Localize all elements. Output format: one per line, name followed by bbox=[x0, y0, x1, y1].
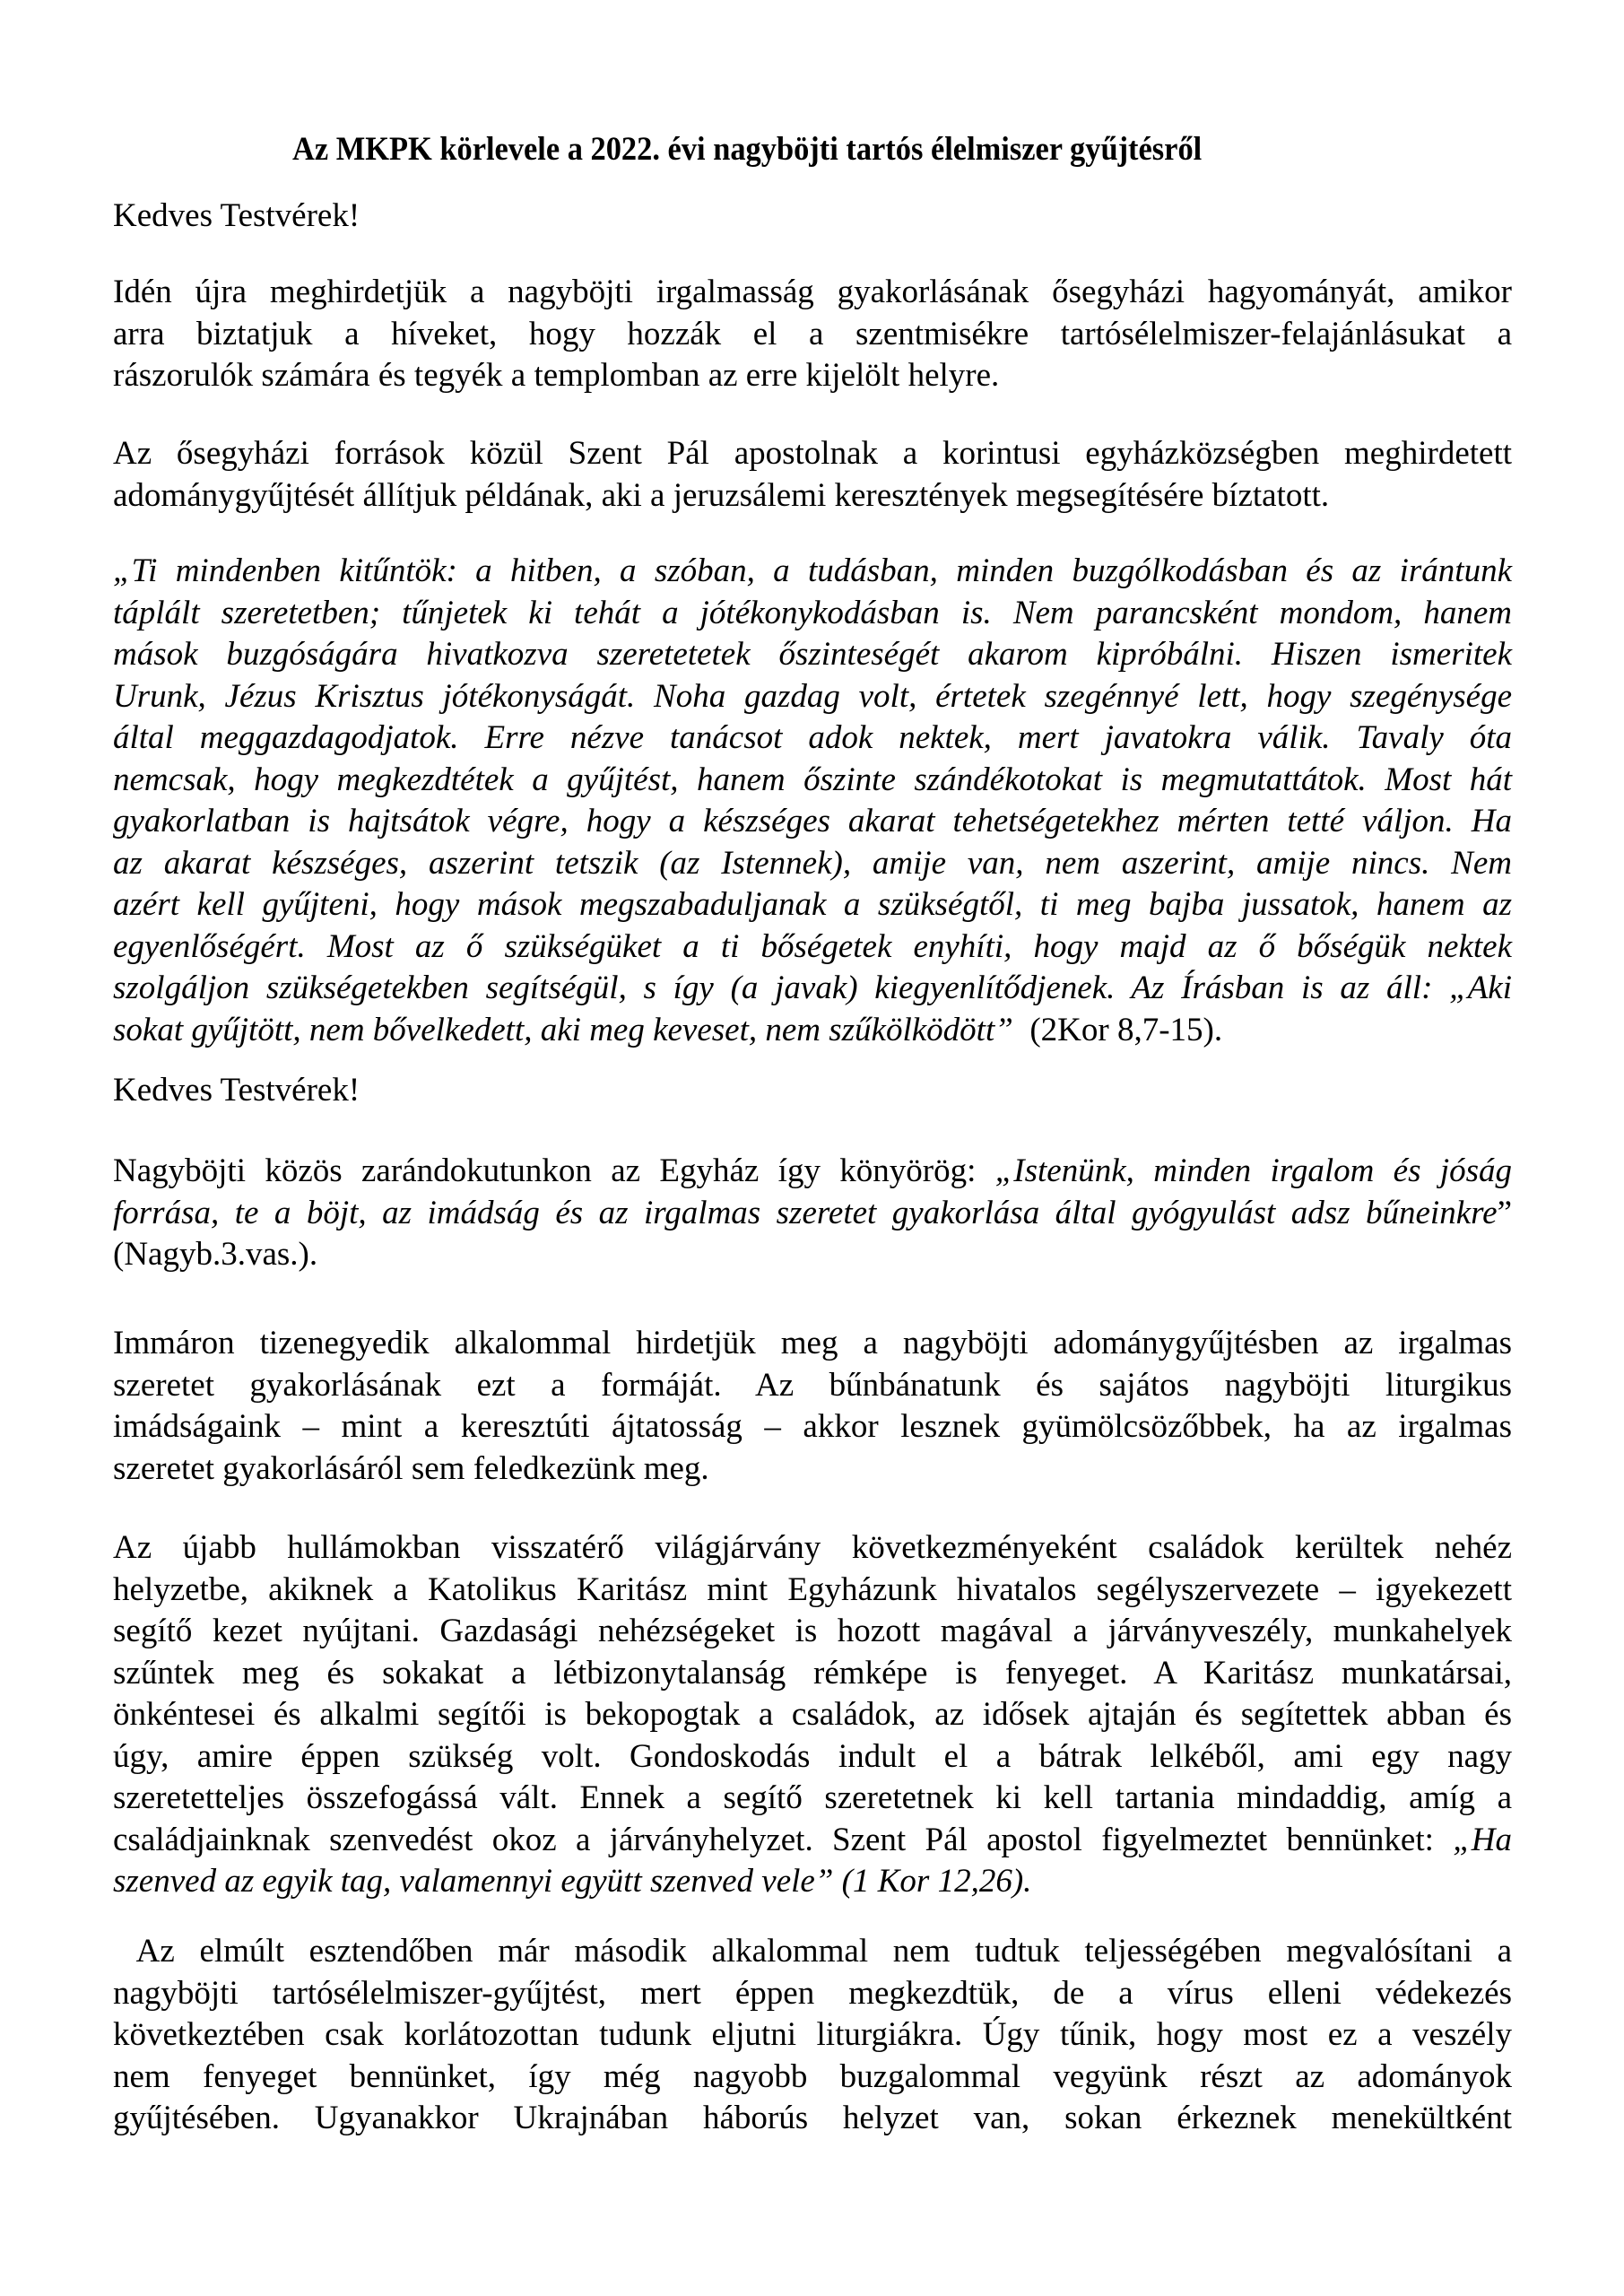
quote-line bbox=[113, 1010, 1512, 1052]
text-line: imádságaink – mint a keresztúti ájtatosság – akkor lesznek gyümölcsözőbbek, ha az irgalmas bbox=[113, 1408, 1512, 1445]
paragraph-prayer bbox=[113, 1151, 1512, 1276]
text-line: segítő kezet nyújtani. Gazdasági nehézségeket is hozott magával a járványveszély, munkahelyek bbox=[113, 1613, 1512, 1649]
document-title: Az MKPK körlevele a 2022. évi nagyböjti tartós élelmiszer gyűjtésről bbox=[292, 131, 1203, 168]
text-line: Idén újra meghirdetjük a nagyböjti irgalmasság gyakorlásának ősegyházi hagyományát, amikor bbox=[113, 274, 1512, 310]
greeting: Kedves Testvérek! bbox=[113, 197, 360, 234]
text-line: nem fenyeget bennünket, így még nagyobb buzgalommal vegyünk részt az adományok bbox=[113, 2057, 1512, 2095]
paragraph-intro bbox=[113, 272, 1512, 397]
text-line: szűntek meg és sokakat a létbizonytalanság rémképe is fenyeget. A Karitász munkatársai, bbox=[113, 1654, 1512, 1692]
quote-line: gyakorlatban is hajtsátok végre, hogy a készséges akarat tehetségetekhez mérten tetté váljon. Ha bbox=[113, 803, 1512, 839]
quote-line: nemcsak, hogy megkezdtétek a gyűjtést, hanem őszinte szándékotokat is megmutattátok. Most hát bbox=[113, 761, 1512, 798]
text-line: úgy, amire éppen szükség volt. Gondoskodás indult el a bátrak lelkéből, ami egy nagy bbox=[113, 1737, 1512, 1775]
quote-line: táplált szeretetben; tűnjetek ki tehát a jótékonykodásban is. Nem parancsként mondom, hanem bbox=[113, 594, 1512, 631]
text-line: nagyböjti tartósélelmiszer-gyűjtést, mert éppen megkezdtük, de a vírus elleni védekezés bbox=[113, 1974, 1512, 2012]
quote-line: szolgáljon szükségetekben segítségül, s így (a javak) kiegyenlítődjenek. Az Írásban is az áll: „Aki bbox=[113, 970, 1512, 1006]
text-line: szeretet gyakorlásának ezt a formáját. Az bűnbánatunk és sajátos nagyböjti liturgikus bbox=[113, 1366, 1512, 1404]
paragraph-pandemic bbox=[113, 1527, 1512, 1903]
prayer-reference: (Nagyb.3.vas.). bbox=[113, 1236, 318, 1273]
text-line bbox=[113, 1193, 1512, 1235]
greeting: Kedves Testvérek! bbox=[113, 1072, 360, 1109]
text-line bbox=[113, 1820, 1512, 1862]
quote-line: Urunk, Jézus Krisztus jótékonyságát. Noha gazdag volt, értetek szegénnyé lett, hogy szegénysége bbox=[113, 677, 1512, 715]
text-line: adománygyűjtését állítjuk példának, aki a jeruzsálemi keresztények megsegítésére bíztatott. bbox=[113, 476, 1330, 514]
text-normal: Nagyböjti közös zarándokutunkon az Egyház így könyörög: bbox=[113, 1152, 995, 1189]
text-line: szeretetteljes összefogássá vált. Ennek a segítő szeretetnek ki kell tartania mindaddig, amíg a bbox=[113, 1779, 1512, 1816]
text-line: Az ősegyházi források közül Szent Pál apostolnak a korintusi egyházközségben meghirdetett bbox=[113, 435, 1512, 472]
paragraph-last-year bbox=[113, 1931, 1512, 2140]
text-line: önkéntesei és alkalmi segítői is bekopogtak a családok, az idősek ajtaján és segítettek abban és bbox=[113, 1696, 1512, 1733]
quote-line: által meggazdagodjatok. Erre nézve tanácsot adok nektek, mert javatokra válik. Tavaly óta bbox=[113, 719, 1512, 756]
text-line: Az újabb hullámokban visszatérő világjárvány következményeként családok kerültek nehéz bbox=[113, 1529, 1512, 1566]
close-quote: ” bbox=[1497, 1194, 1512, 1231]
quote-line: azért kell gyűjteni, hogy mások megszabaduljanak a szükségtől, ti meg bajba jussatok, hanem az bbox=[113, 886, 1512, 923]
scripture-quote bbox=[113, 551, 1512, 1051]
quote-line-text: sokat gyűjtött, nem bővelkedett, aki meg keveset, nem szűkölködött” bbox=[113, 1011, 1013, 1048]
text-line: helyzetbe, akiknek a Katolikus Karitász mint Egyházunk hivatalos segélyszervezete – igyekezett bbox=[113, 1570, 1512, 1608]
text-normal: családjainknak szenvedést okoz a járványhelyzet. Szent Pál apostol figyelmeztet bennünket: bbox=[113, 1821, 1454, 1858]
text-line bbox=[113, 1151, 1512, 1193]
text-line: arra biztatjuk a híveket, hogy hozzák el a szentmisékre tartósélelmiszer-felajánlásukat a bbox=[113, 315, 1512, 352]
text-line: Az elmúlt esztendőben már második alkalommal nem tudtuk teljességében megvalósítani a bbox=[113, 1933, 1512, 1970]
quote-line: „Ti mindenben kitűntök: a hitben, a szóban, a tudásban, minden buzgólkodásban és az irántunk bbox=[113, 552, 1512, 589]
quote-reference: (2Kor 8,7-15). bbox=[1029, 1011, 1223, 1048]
scripture-quote-inline: „Ha bbox=[1453, 1821, 1512, 1858]
quote-line: az akarat készséges, aszerint tetszik (az Istennek), amije van, nem aszerint, amije nincs. Nem bbox=[113, 844, 1512, 882]
text-line: következtében csak korlátozottan tudunk eljutni liturgiákra. Úgy tűnik, hogy most ez a veszély bbox=[113, 2016, 1512, 2053]
quote-line: mások buzgóságára hivatkozva szeretetetek őszinteségét akarom kipróbálni. Hiszen ismeritek bbox=[113, 636, 1512, 673]
text-line: rászorulók számára és tegyék a templomban az erre kijelölt helyre. bbox=[113, 357, 1000, 394]
prayer-quote: „Istenünk, minden irgalom és jóság bbox=[994, 1152, 1512, 1189]
quote-line: egyenlőségért. Most az ő szükségüket a ti bőségetek enyhíti, hogy majd az ő bőségük nektek bbox=[113, 927, 1512, 965]
text-line: gyűjtésében. Ugyanakkor Ukrajnában háborús helyzet van, sokan érkeznek menekültként bbox=[113, 2100, 1512, 2136]
paragraph-eleventh bbox=[113, 1323, 1512, 1490]
prayer-quote: forrása, te a böjt, az imádság és az irgalmas szeretet gyakorlása által gyógyulást adsz bűneinkre bbox=[113, 1194, 1498, 1231]
paragraph-sources bbox=[113, 433, 1512, 517]
text-line: Immáron tizenegyedik alkalommal hirdetjük meg a nagyböjti adománygyűjtésben az irgalmas bbox=[113, 1325, 1512, 1361]
text-line: szeretet gyakorlásáról sem feledkezünk meg. bbox=[113, 1449, 709, 1487]
scripture-quote-inline: szenved az egyik tag, valamennyi együtt szenved vele” (1 Kor 12,26). bbox=[113, 1863, 1032, 1900]
